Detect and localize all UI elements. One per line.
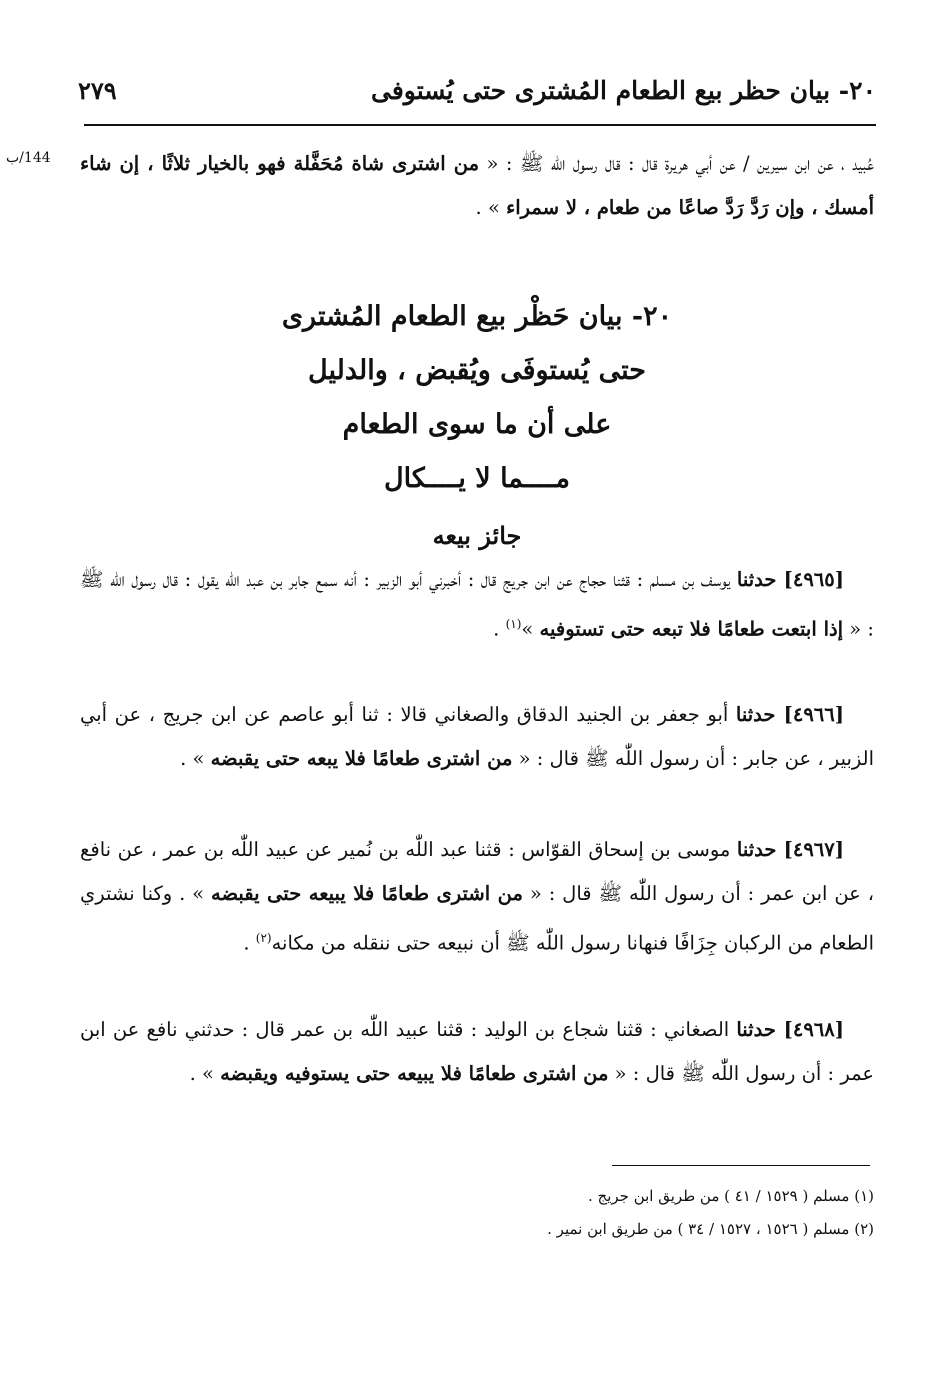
hadith-4968	[80, 1008, 874, 1096]
page-number: ٢٧٩	[78, 76, 117, 105]
hadith-4966	[80, 693, 874, 781]
footnote-ref[interactable]: (١)	[505, 617, 522, 631]
hadith-tail: » .	[189, 1062, 221, 1085]
chapter-heading	[80, 290, 874, 566]
hadith-lead: حدثنا	[736, 838, 784, 861]
hadith-text: أبو جعفر بن الجنيد الدقاق والصغاني قالا : ثنا أبو عاصم عن ابن جريج ، عن أبي الزبير ، عن جابر : أن رسول اللّٰه ﷺ قال : «	[80, 703, 874, 770]
margin-note: 144/ب	[6, 150, 51, 166]
chapter-title-line-2: حتى يُستوفَى ويُقبض ، والدليل	[308, 355, 646, 386]
intro-quote: من اشترى شاة مُحَفَّلة فهو بالخيار ثلاثًا ، إن شاء أمسك ، وإن رَدَّ رَدَّ صاعًا من طعام ، لا سمراء	[80, 152, 874, 219]
intro-end: » .	[475, 196, 507, 219]
hadith-lead: حدثنا	[736, 1018, 784, 1041]
footnote-ref[interactable]: (٢)	[255, 931, 272, 945]
hadith-tail: » . وكنا نشتري الطعام من الركبان جِزَافًا فنهانا رسول اللّٰه ﷺ أن نبيعه حتى ننقله من مكانه	[80, 882, 874, 955]
chapter-title-line-1: ٢٠- بيان حَظْر بيع الطعام المُشترى	[281, 301, 673, 332]
hadith-4967	[80, 828, 874, 966]
footnote-2: (٢) مسلم ( ١٥٢٦ ، ١٥٢٧ / ٣٤ ) من طريق ابن نمير .	[547, 1220, 874, 1238]
hadith-text: يوسف بن مسلم : قثنا حجاج عن ابن جريج قال : أخبرني أبو الزبير : أنه سمع جابر بن عبد اللّٰه يقول : قال رسول اللّٰه ﷺ : «	[80, 568, 874, 641]
hadith-number: [٤٩٦٥]	[783, 568, 844, 591]
intro-paragraph	[80, 142, 874, 230]
hadith-lead: حدثنا	[735, 703, 784, 726]
hadith-quote: من اشترى طعامًا فلا يبيعه حتى يستوفيه ويقبضه	[220, 1062, 609, 1085]
hadith-tail: »	[521, 617, 540, 641]
footnote-1: (١) مسلم ( ١٥٢٩ / ٤١ ) من طريق ابن جريج .	[588, 1187, 874, 1205]
hadith-text: الصغاني : قثنا شجاع بن الوليد : قثنا عبيد اللّٰه بن عمر قال : حدثني نافع عن ابن عمر : أن رسول اللّٰه ﷺ قال : «	[80, 1018, 874, 1085]
hadith-quote: من اشترى طعامًا فلا يبيعه حتى يقبضه	[211, 882, 523, 905]
hadith-number: [٤٩٦٦]	[783, 703, 844, 726]
chapter-title-line-5: جائز بيعه	[432, 521, 522, 550]
hadith-tail: » .	[180, 747, 211, 770]
hadith-lead: حدثنا	[736, 568, 784, 591]
hadith-end: .	[493, 617, 506, 641]
running-title: ٢٠- بيان حظر بيع الطعام المُشترى حتى يُستوفى	[371, 76, 876, 105]
page-header	[78, 70, 876, 120]
hadith-quote: من اشترى طعامًا فلا يبعه حتى يقبضه	[210, 747, 513, 770]
footnotes	[300, 1180, 874, 1246]
header-rule	[84, 124, 876, 126]
hadith-number: [٤٩٦٧]	[783, 838, 844, 861]
hadith-number: [٤٩٦٨]	[783, 1018, 844, 1041]
hadith-4965	[80, 558, 874, 652]
hadith-end: .	[243, 931, 256, 955]
intro-text: عُبيد ، عن ابن سيرين / عن أبي هريرة قال : قال رسول اللّٰه ﷺ : «	[479, 152, 874, 175]
chapter-title-line-3: على أن ما سوى الطعام	[342, 409, 612, 440]
hadith-text: موسى بن إسحاق القوّاس : قثنا عبد اللّٰه بن نُمير عن عبيد اللّٰه بن عمر ، عن نافع ، عن ابن عمر : أن رسول اللّٰه ﷺ قال : «	[80, 838, 875, 905]
hadith-quote: إذا ابتعت طعامًا فلا تبعه حتى تستوفيه	[539, 617, 844, 641]
footnote-rule	[612, 1165, 870, 1166]
chapter-title-line-4: مــــما لا يــــكال	[383, 463, 571, 494]
